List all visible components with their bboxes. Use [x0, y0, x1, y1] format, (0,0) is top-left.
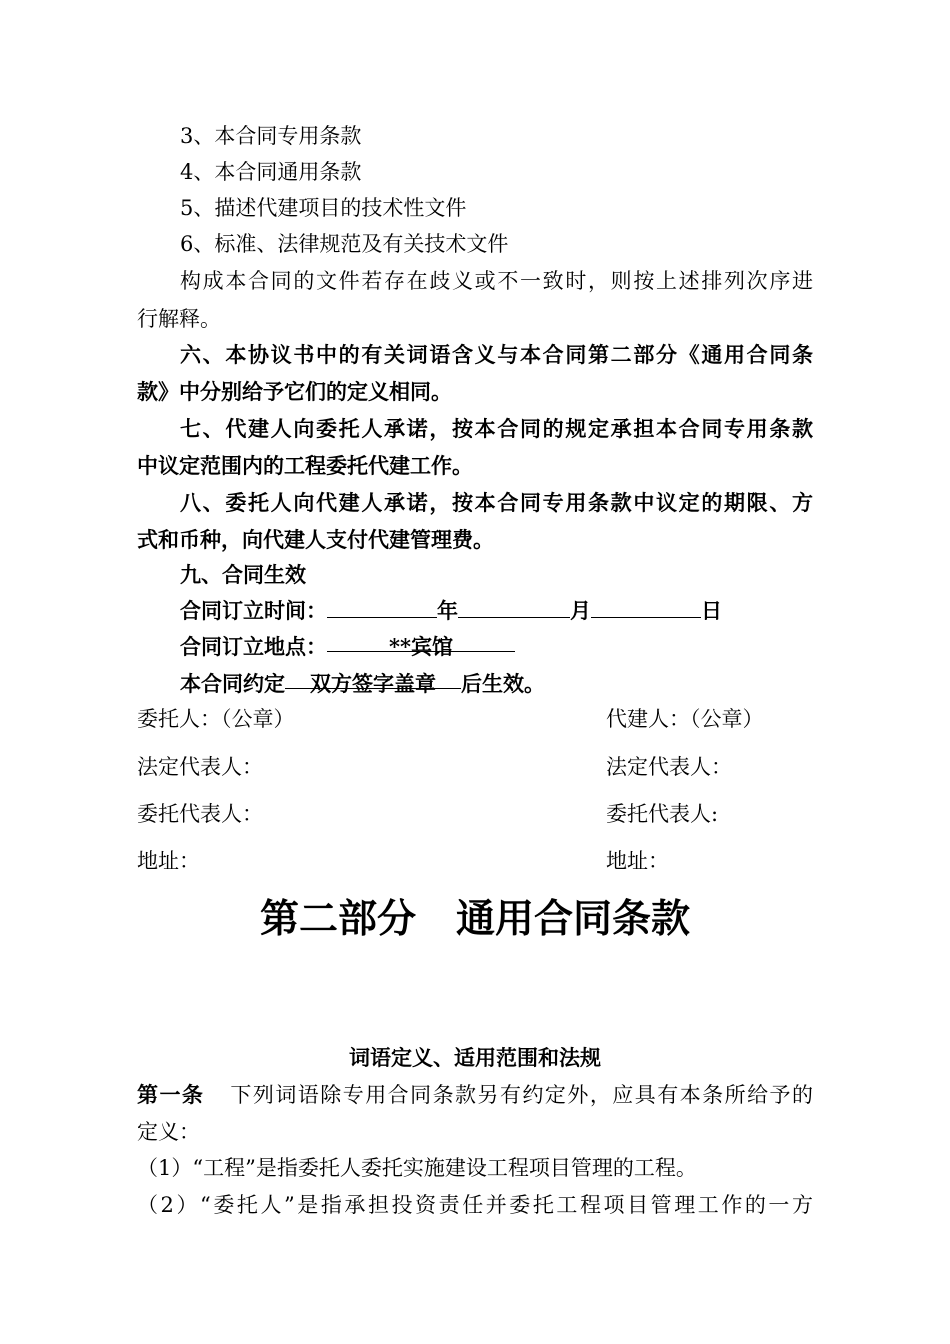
part-name: 通用合同条款 [456, 897, 691, 942]
article-1-line-2: 定义： [137, 1120, 200, 1144]
signature-principal-right: 代建人：（公章） [606, 707, 764, 731]
article-1-label: 第一条 [137, 1082, 205, 1107]
clause-8-line-2: 式和币种，向代建人支付代建管理费。 [137, 527, 494, 552]
contract-place-value: **宾馆 [389, 634, 453, 659]
definition-1: （1）“工程”是指委托人委托实施建设工程项目管理的工程。 [137, 1156, 697, 1180]
contract-place-field [327, 629, 515, 659]
contract-date-row [180, 593, 813, 629]
effect-suffix: 后生效。 [461, 671, 545, 696]
effect-field [285, 666, 461, 696]
list-item-3: 3、本合同专用条款 [180, 124, 362, 148]
signature-legal-rep-right: 法定代表人： [606, 755, 732, 779]
precedence-line-1: 构成本合同的文件若存在歧义或不一致时，则按上述排列次序进 [180, 269, 813, 293]
signature-legal-rep-left: 法定代表人： [137, 755, 263, 779]
article-1-line-1 [137, 1077, 813, 1113]
list-item-6: 6、标准、法律规范及有关技术文件 [180, 232, 509, 256]
part-label: 第二部分 [259, 897, 416, 942]
definition-2: （2）“委托人”是指承担投资责任并委托工程项目管理工作的一方 [137, 1193, 813, 1217]
clause-6-line-1: 六、本协议书中的有关词语含义与本合同第二部分《通用合同条 [180, 342, 813, 367]
list-item-5: 5、描述代建项目的技术性文件 [180, 196, 467, 220]
section-heading: 词语定义、适用范围和法规 [349, 1045, 601, 1070]
contract-place-row [180, 629, 813, 665]
contract-effect-row [180, 666, 813, 702]
clause-6-line-2: 款》中分别给予它们的定义相同。 [137, 379, 452, 404]
signature-address-left: 地址： [137, 849, 200, 873]
day-blank [591, 595, 701, 618]
clause-8-line-1: 八、委托人向代建人承诺，按本合同专用条款中议定的期限、方 [180, 490, 813, 515]
effect-prefix: 本合同约定 [180, 671, 285, 696]
day-label: 日 [701, 598, 722, 623]
signature-agent-rep-left: 委托代表人： [137, 802, 263, 826]
article-1-text: 下列词语除专用合同条款另有约定外，应具有本条所给予的 [230, 1083, 814, 1107]
precedence-line-2: 行解释。 [137, 307, 221, 331]
contract-place-label: 合同订立地点： [180, 634, 327, 659]
month-label: 月 [570, 598, 591, 623]
year-blank [327, 595, 437, 618]
signature-principal-left: 委托人：（公章） [137, 707, 295, 731]
signature-agent-rep-right: 委托代表人: [606, 802, 719, 826]
list-item-4: 4、本合同通用条款 [180, 160, 362, 184]
clause-9-title: 九、合同生效 [180, 562, 306, 587]
signature-address-right: 地址： [606, 849, 669, 873]
part-two-heading [0, 892, 950, 948]
month-blank [458, 595, 570, 618]
clause-7-line-2: 中议定范围内的工程委托代建工作。 [137, 453, 473, 478]
year-label: 年 [437, 598, 458, 623]
clause-7-line-1: 七、代建人向委托人承诺，按本合同的规定承担本合同专用条款 [180, 416, 813, 441]
effect-value: 双方签字盖章 [310, 671, 436, 696]
contract-date-label: 合同订立时间： [180, 598, 327, 623]
